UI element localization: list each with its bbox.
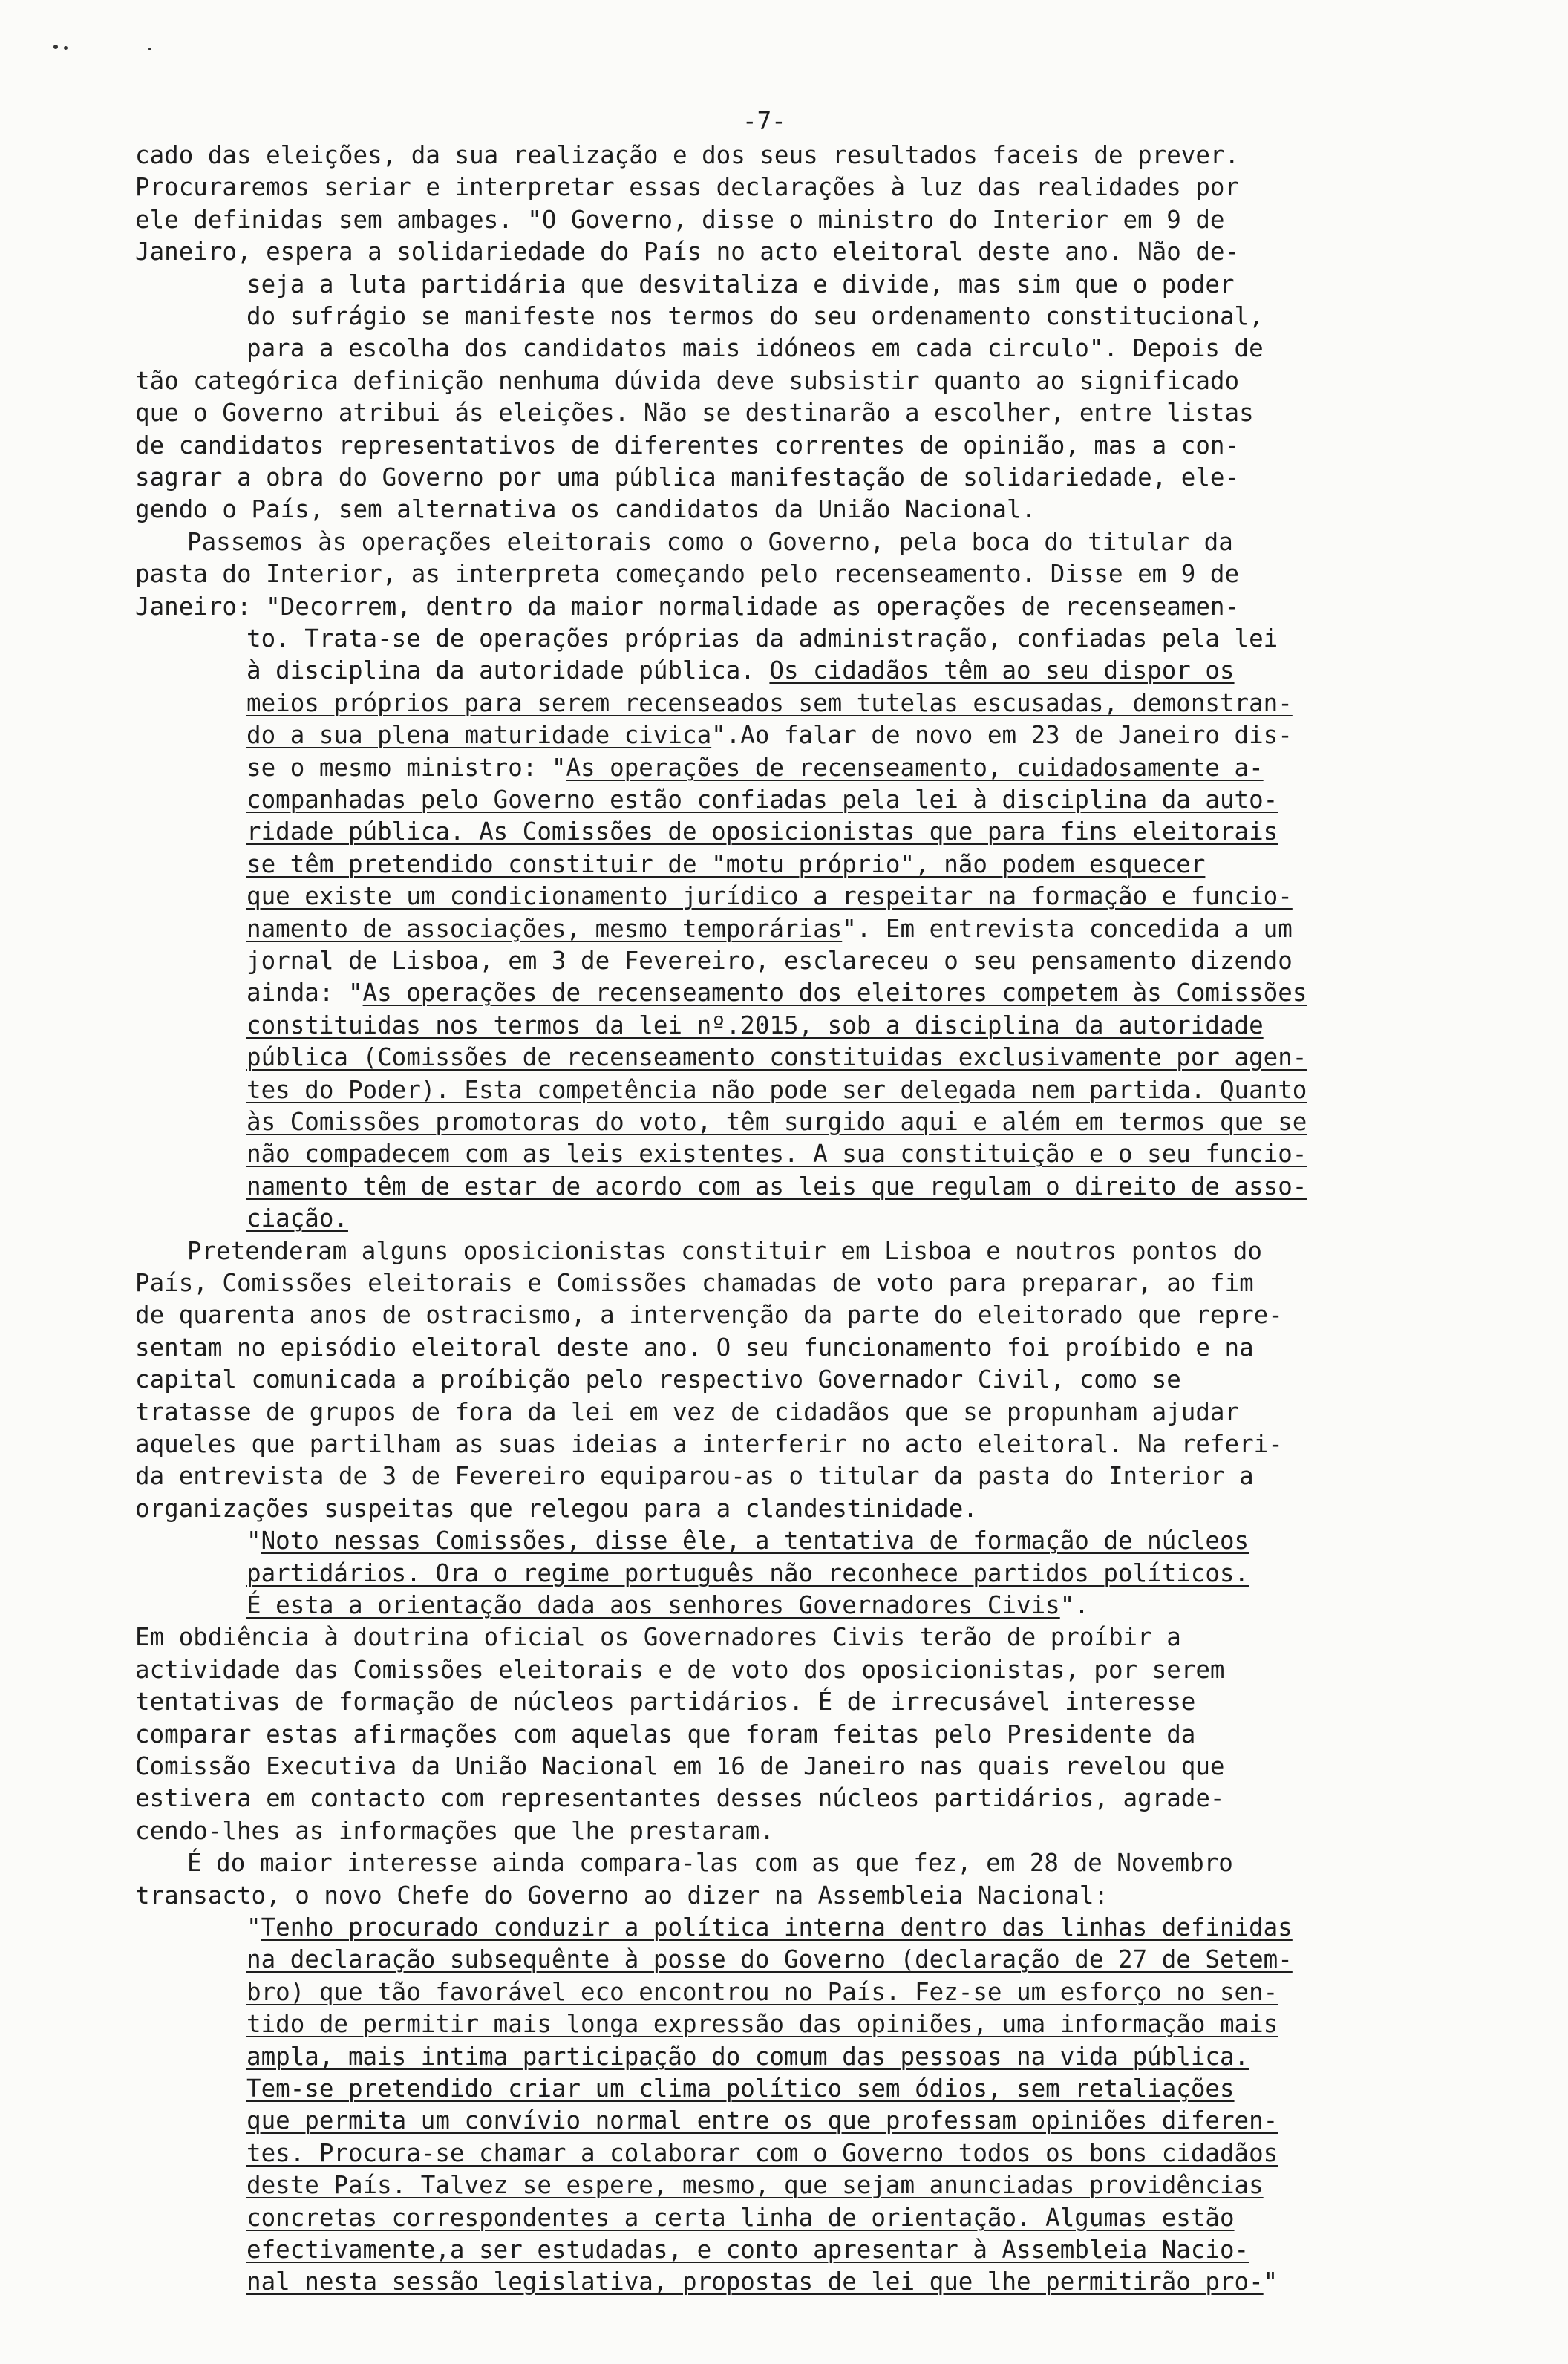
- text-line: [135, 1397, 1239, 1428]
- text-line: [135, 1880, 1108, 1912]
- underlined-text: do a sua plena maturidade civica: [246, 721, 712, 749]
- text-line: [135, 140, 1239, 172]
- text-segment: à disciplina da autoridade pública.: [246, 656, 770, 685]
- text-line: [246, 1171, 1307, 1203]
- text-line: [246, 2041, 1249, 2073]
- underlined-text: É esta a orientação dada aos senhores Governadores Civis: [246, 1591, 1060, 1619]
- text-line: [246, 655, 1235, 687]
- underlined-text: que permita um convívio normal entre os que professam opiniões diferen-: [246, 2106, 1278, 2135]
- text-segment: ".: [1059, 1591, 1089, 1619]
- text-line: [135, 1364, 1181, 1396]
- text-line: [246, 1074, 1307, 1106]
- text-segment: ".Ao falar de novo em 23 de Janeiro dis-: [711, 721, 1293, 749]
- text-line: [135, 462, 1239, 494]
- text-line: [246, 752, 1264, 784]
- underlined-text: As operações de recenseamento, cuidadosamente a-: [566, 754, 1264, 782]
- text-segment: Janeiro: "Decorrem, dentro da maior normalidade as operações de recenseamen-: [135, 592, 1240, 621]
- text-segment: para a escolha dos candidatos mais idóneos em cada circulo". Depois de: [246, 334, 1264, 362]
- text-segment: aqueles que partilham as suas ideias a interferir no acto eleitoral. Na referi-: [135, 1430, 1283, 1458]
- text-line: [246, 1106, 1307, 1138]
- text-line: [135, 1783, 1225, 1815]
- text-segment: de quarenta anos de ostracismo, a intervenção da parte do eleitorado que repre-: [135, 1301, 1283, 1329]
- underlined-text: deste País. Talvez se espere, mesmo, que sejam anunciadas providências: [246, 2171, 1264, 2199]
- text-line: [246, 2105, 1278, 2137]
- text-segment: da entrevista de 3 de Fevereiro equiparou-as o titular da pasta do Interior a: [135, 1462, 1254, 1490]
- underlined-text: Noto nessas Comissões, disse êle, a tentativa de formação de núcleos: [261, 1527, 1250, 1555]
- text-line: [246, 913, 1293, 945]
- text-line: [246, 2234, 1249, 2266]
- underlined-text: tes. Procura-se chamar a colaborar com o Governo todos os bons cidadãos: [246, 2139, 1278, 2167]
- underlined-text: bro) que tão favorável eco encontrou no País. Fez-se um esforço no sen-: [246, 1978, 1278, 2006]
- text-line: [246, 301, 1264, 333]
- underlined-text: nal nesta sessão legislativa, propostas de lei que lhe permitirão pro-: [246, 2267, 1264, 2296]
- underlined-text: às Comissões promotoras do voto, têm surgido aqui e além em termos que se: [246, 1108, 1307, 1136]
- underlined-text: tido de permitir mais longa expressão das opiniões, uma informação mais: [246, 2010, 1278, 2038]
- text-line: [246, 623, 1278, 655]
- text-line: [135, 558, 1239, 590]
- text-segment: comparar estas afirmações com aquelas que foram feitas pelo Presidente da: [135, 1720, 1196, 1748]
- text-line: [246, 719, 1293, 751]
- text-segment: cendo-lhes as informações que lhe prestaram.: [135, 1817, 774, 1845]
- text-line: [246, 2266, 1278, 2298]
- text-line: [135, 494, 1036, 526]
- underlined-text: companhadas pelo Governo estão confiadas pela lei à disciplina da auto-: [246, 786, 1278, 814]
- underlined-text: que existe um condicionamento jurídico a respeitar na formação e funcio-: [246, 882, 1293, 910]
- text-line: [246, 784, 1278, 816]
- text-line: [187, 526, 1233, 558]
- underlined-text: se têm pretendido constituir de "motu próprio", não podem esquecer: [246, 850, 1206, 878]
- text-line: [246, 1138, 1307, 1170]
- text-line: [135, 204, 1225, 236]
- text-line: [187, 1235, 1262, 1267]
- underlined-text: ciação.: [246, 1204, 348, 1232]
- underlined-text: constituidas nos termos da lei nº.2015, sob a disciplina da autoridade: [246, 1011, 1264, 1039]
- text-line: [135, 1428, 1283, 1460]
- underlined-text: tes do Poder). Esta competência não pode ser delegada nem partida. Quanto: [246, 1076, 1307, 1104]
- text-line: [135, 1622, 1181, 1653]
- text-segment: organizações suspeitas que relegou para a clandestinidade.: [135, 1495, 978, 1523]
- text-line: [246, 1558, 1249, 1590]
- scan-speck: [53, 45, 58, 49]
- text-line: [246, 2008, 1278, 2040]
- underlined-text: namento de associações, mesmo temporárias: [246, 915, 843, 943]
- underlined-text: Os cidadãos têm ao seu dispor os: [769, 656, 1235, 685]
- scan-speck: [148, 48, 151, 50]
- text-segment: de candidatos representativos de diferentes correntes de opinião, mas a con-: [135, 431, 1240, 460]
- text-line: [135, 1719, 1195, 1751]
- underlined-text: namento têm de estar de acordo com as leis que regulam o direito de asso-: [246, 1172, 1307, 1201]
- text-line: [246, 1912, 1293, 1944]
- text-segment: capital comunicada a proíbição pelo respectivo Governador Civil, como se: [135, 1365, 1181, 1394]
- text-line: [246, 816, 1278, 848]
- text-line: [135, 365, 1239, 397]
- text-line: [246, 881, 1293, 912]
- text-line: [246, 2169, 1264, 2201]
- text-segment: seja a luta partidária que desvitaliza e divide, mas sim que o poder: [246, 270, 1235, 298]
- text-line: [135, 397, 1254, 429]
- text-line: [246, 849, 1205, 881]
- text-segment: que o Governo atribui ás eleições. Não se destinarão a escolher, entre listas: [135, 399, 1254, 427]
- text-segment: ele definidas sem ambages. "O Governo, disse o ministro do Interior em 9 de: [135, 206, 1225, 234]
- text-line: [246, 945, 1293, 977]
- text-segment: cado das eleições, da sua realização e dos seus resultados faceis de prever.: [135, 141, 1240, 169]
- text-line: [135, 1654, 1225, 1686]
- text-segment: ": [1263, 2267, 1278, 2296]
- text-segment: Pretenderam alguns oposicionistas constituir em Lisboa e noutros pontos do: [187, 1237, 1262, 1265]
- text-segment: estivera em contacto com representantes desses núcleos partidários, agrade-: [135, 1784, 1225, 1812]
- text-segment: Procuraremos seriar e interpretar essas declarações à luz das realidades por: [135, 173, 1240, 201]
- text-segment: Passemos às operações eleitorais como o Governo, pela boca do titular da: [187, 528, 1233, 556]
- text-line: [246, 2073, 1235, 2105]
- text-line: [246, 333, 1264, 365]
- underlined-text: As operações de recenseamento dos eleitores competem às Comissões: [362, 979, 1307, 1007]
- text-segment: to. Trata-se de operações próprias da administração, confiadas pela lei: [246, 624, 1278, 653]
- text-segment: tão categórica definição nenhuma dúvida deve subsistir quanto ao significado: [135, 367, 1240, 395]
- text-segment: Comissão Executiva da União Nacional em 16 de Janeiro nas quais revelou que: [135, 1752, 1225, 1780]
- text-segment: Em obdiência à doutrina oficial os Governadores Civis terão de proíbir a: [135, 1623, 1181, 1651]
- text-line: [135, 1686, 1195, 1718]
- scan-speck: [64, 46, 68, 50]
- text-segment: tentativas de formação de núcleos partidários. É de irrecusável interesse: [135, 1688, 1196, 1716]
- text-line: [135, 1460, 1254, 1492]
- underlined-text: Tem-se pretendido criar um clima político sem ódios, sem retaliações: [246, 2074, 1235, 2103]
- text-line: [246, 1944, 1293, 1976]
- text-segment: se o mesmo ministro: ": [246, 754, 566, 782]
- text-line: [246, 1525, 1249, 1557]
- text-segment: sentam no episódio eleitoral deste ano. O seu funcionamento foi proíbido e na: [135, 1333, 1254, 1362]
- text-line: [135, 1332, 1254, 1364]
- text-line: [246, 269, 1235, 301]
- text-segment: pasta do Interior, as interpreta começando pelo recenseamento. Disse em 9 de: [135, 560, 1240, 588]
- text-segment: tratasse de grupos de fora da lei em vez de cidadãos que se propunham ajudar: [135, 1398, 1240, 1426]
- text-line: [187, 1847, 1233, 1879]
- text-line: [135, 1493, 978, 1525]
- text-line: [135, 172, 1239, 203]
- text-segment: Janeiro, espera a solidariedade do País no acto eleitoral deste ano. Não de-: [135, 238, 1240, 266]
- text-line: [135, 236, 1239, 268]
- text-line: [246, 1042, 1307, 1074]
- text-segment: É do maior interesse ainda compara-las com as que fez, em 28 de Novembro: [187, 1849, 1233, 1877]
- underlined-text: pública (Comissões de recenseamento constituidas exclusivamente por agen-: [246, 1043, 1307, 1071]
- underlined-text: concretas correspondentes a certa linha de orientação. Algumas estão: [246, 2204, 1235, 2232]
- underlined-text: ampla, mais intima participação do comum das pessoas na vida pública.: [246, 2043, 1250, 2071]
- text-segment: actividade das Comissões eleitorais e de voto dos oposicionistas, por serem: [135, 1656, 1225, 1684]
- underlined-text: ridade pública. As Comissões de oposicionistas que para fins eleitorais: [246, 817, 1278, 846]
- underlined-text: partidários. Ora o regime português não reconhece partidos políticos.: [246, 1559, 1250, 1587]
- underlined-text: meios próprios para serem recenseados sem tutelas escusadas, demonstran-: [246, 689, 1293, 717]
- text-line: [246, 1976, 1278, 2008]
- text-line: [246, 1590, 1089, 1622]
- text-line: [135, 1815, 774, 1847]
- text-segment: ": [246, 1527, 261, 1555]
- page-number: -7-: [742, 107, 786, 135]
- underlined-text: não compadecem com as leis existentes. A sua constituição e o seu funcio-: [246, 1140, 1307, 1168]
- underlined-text: na declaração subsequênte à posse do Governo (declaração de 27 de Setem-: [246, 1945, 1293, 1973]
- text-segment: sagrar a obra do Governo por uma pública manifestação de solidariedade, ele-: [135, 463, 1240, 492]
- text-line: [135, 1267, 1254, 1299]
- text-line: [246, 1010, 1264, 1042]
- text-line: [246, 2202, 1235, 2234]
- text-line: [135, 591, 1239, 623]
- text-line: [135, 1299, 1283, 1331]
- text-line: [135, 1751, 1225, 1783]
- text-segment: gendo o País, sem alternativa os candidatos da União Nacional.: [135, 495, 1036, 523]
- text-segment: do sufrágio se manifeste nos termos do seu ordenamento constitucional,: [246, 302, 1264, 330]
- underlined-text: Tenho procurado conduzir a política interna dentro das linhas definidas: [261, 1913, 1293, 1942]
- text-segment: ". Em entrevista concedida a um: [842, 915, 1293, 943]
- text-segment: jornal de Lisboa, em 3 de Fevereiro, esclareceu o seu pensamento dizendo: [246, 947, 1293, 975]
- text-segment: País, Comissões eleitorais e Comissões chamadas de voto para preparar, ao fim: [135, 1269, 1254, 1297]
- text-line: [135, 430, 1239, 462]
- underlined-text: efectivamente,a ser estudadas, e conto apresentar à Assembleia Nacio-: [246, 2236, 1250, 2264]
- text-segment: ainda: ": [246, 979, 363, 1007]
- text-segment: transacto, o novo Chefe do Governo ao dizer na Assembleia Nacional:: [135, 1881, 1108, 1910]
- text-segment: ": [246, 1913, 261, 1942]
- text-line: [246, 1203, 348, 1235]
- text-line: [246, 2138, 1278, 2169]
- text-line: [246, 688, 1293, 719]
- text-line: [246, 977, 1307, 1009]
